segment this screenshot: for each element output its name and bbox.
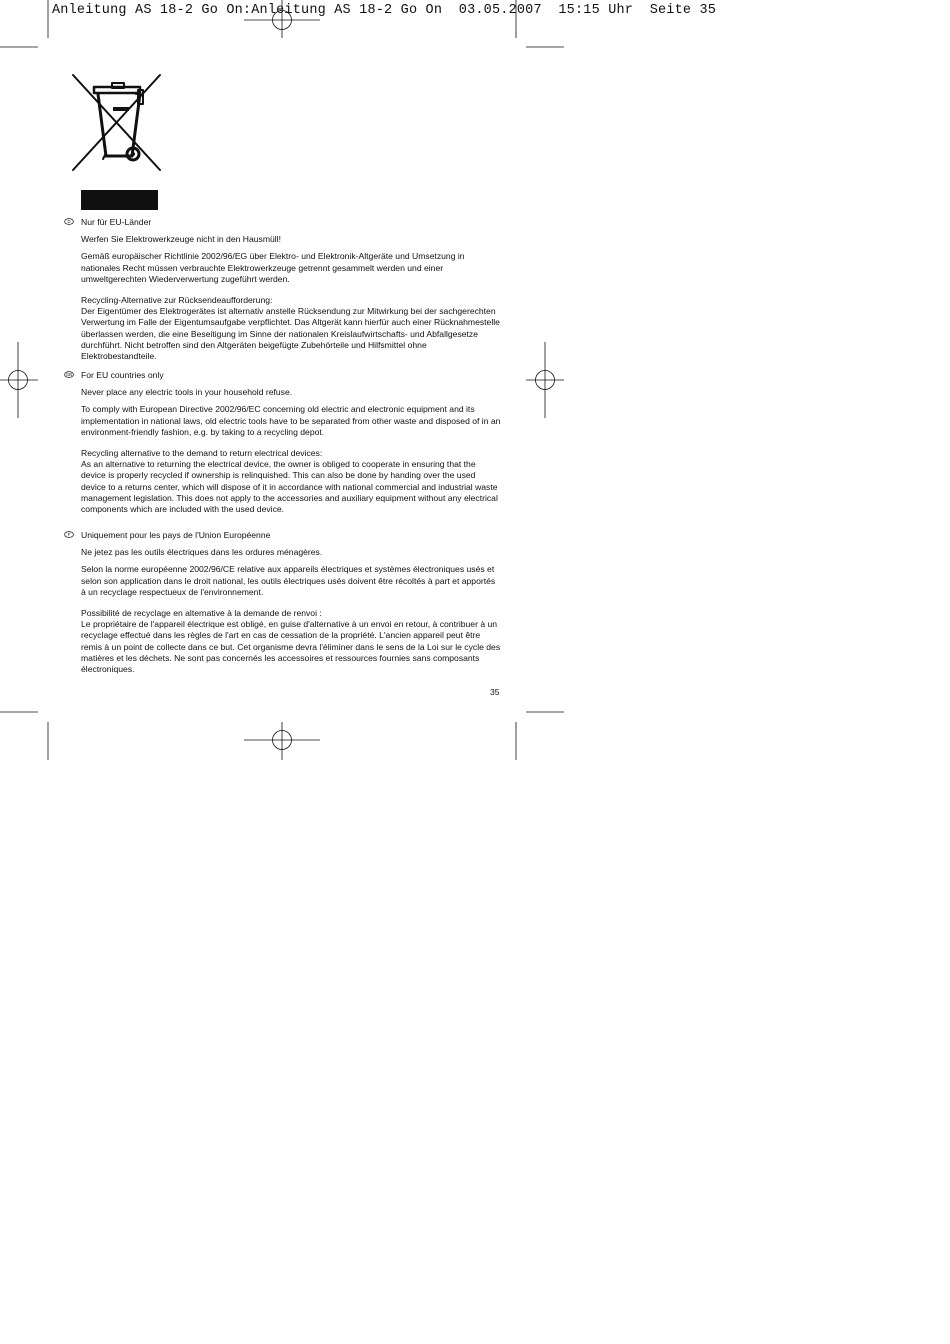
black-bar [81,190,158,210]
section-title: For EU countries only [81,370,164,380]
flag-oval-icon [64,531,74,538]
section-warning: Ne jetez pas les outils électriques dans les ordures ménagères. [81,547,323,558]
registration-crosshair-icon [244,722,320,760]
flag-oval-icon [64,371,74,378]
section-body: Gemäß europäischer Richtlinie 2002/96/EG über Elektro- und Elektronik-Altgeräte und Umsetzung in nationales Recht müssen verbrauchte Elektrowerkzeuge getrennt gesammelt werden und einer umweltgerechten Wiederverwertung zugeführt werden. [81,251,465,284]
flag-oval-icon [64,218,74,225]
registration-crosshair-icon [0,342,38,418]
svg-text:F: F [67,532,71,538]
recycling-body: Der Eigentümer des Elektrogerätes ist alternativ anstelle Rücksendung zur Mitwirkung bei der sachgerechten Verwertung im Falle der Eigentumsaufgabe verpflichtet. Das Altgerät kann hierfür auch einer Rücknahmestelle überlassen werden, die eine Beseitigung im Sinne der nationalen Kreislaufwirtschafts- und Abfallgesetze durchführt. Nicht betroffen sind den Altgeräten beigefügte Zubehörteile und Hilfsmittel ohne Elektrobestandteile. [81,306,500,362]
section-warning: Never place any electric tools in your household refuse. [81,387,293,398]
svg-text:GB: GB [65,372,73,378]
registration-crosshair-icon [526,342,564,418]
recycling-heading: Recycling alternative to the demand to return electrical devices: [81,448,323,459]
recycling-heading: Recycling-Alternative zur Rücksendeaufforderung: [81,295,273,306]
section-body: To comply with European Directive 2002/96/EC concerning old electric and electronic equipment and its implementation in national laws, old electric tools have to be separated from other waste and disposed of in an environment-friendly fashion, e.g. by taking to a recycling depot. [81,404,501,437]
crossed-out-wheelie-bin-icon [70,72,166,176]
section-title: Uniquement pour les pays de l'Union Européenne [81,530,271,540]
section-title: Nur für EU-Länder [81,217,152,227]
section-de [67,217,501,362]
section-warning: Werfen Sie Elektrowerkzeuge nicht in den Hausmüll! [81,234,281,245]
section-body: Selon la norme européenne 2002/96/CE relative aux appareils électriques et systèmes électroniques usés et selon son application dans le droit national, les outils électriques usés doivent être récoltés à part et apportés à un recyclage respectueux de l'environnement. [81,564,496,597]
page-number: 35 [490,687,500,697]
registration-crosshair-icon [244,0,320,38]
print-slug-header: Anleitung AS 18-2 Go On:Anleitung AS 18-2 Go On 03.05.2007 15:15 Uhr Seite 35 [52,3,717,18]
recycling-body: Le propriétaire de l'appareil électrique est obligé, en guise d'alternative à un envoi en retour, à contribuer à un recyclage effectué dans les règles de l'art en cas de cessation de la propriété. L'ancien appareil peut être remis à un point de collecte dans ce but. Cet organisme devra l'éliminer dans le sens de la Loi sur le cycle des matières et les déchets. Ne sont pas concernés les accessoires et ressources fournies sans composants électroniques. [81,619,501,675]
recycling-body: As an alternative to returning the electrical device, the owner is obliged to cooperate in ensuring that the device is properly recycled if ownership is relinquished. This can also be done by handing over the used device to a returns center, which will dispose of it in accordance with national commercial and industrial waste management legislation. This does not apply to the accessories and auxiliary equipment without any electrical components which are included with the used device. [81,459,498,515]
recycling-heading: Possibilité de recyclage en alternative à la demande de renvoi : [81,608,322,619]
svg-text:D: D [67,219,71,225]
section-fr [67,530,501,675]
section-gb [65,370,501,515]
